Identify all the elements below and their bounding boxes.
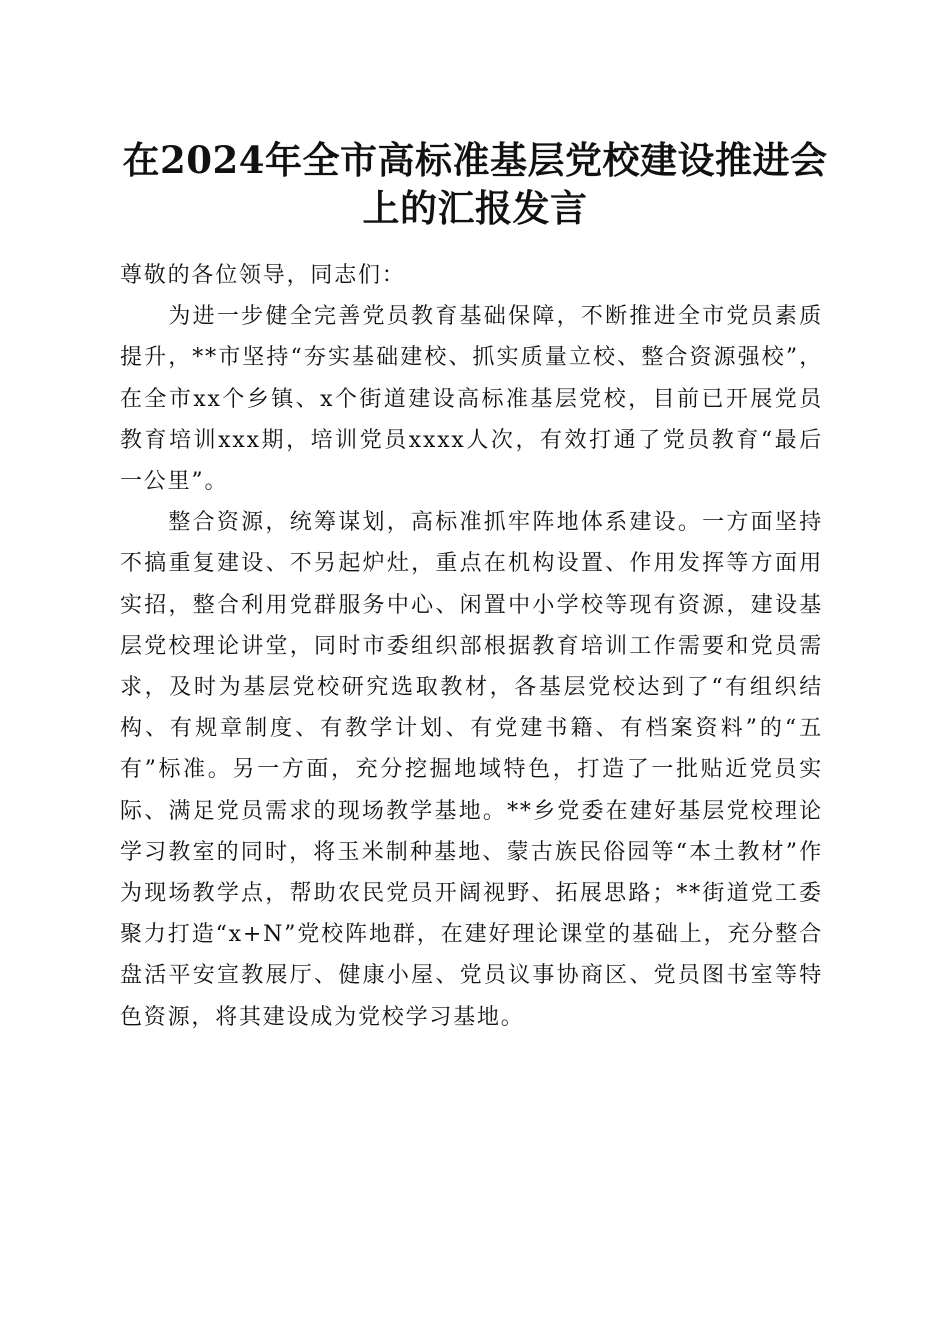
greeting: 尊敬的各位领导，同志们： [120,263,406,288]
document-title: 在2024年全市高标准基层党校建设推进会上的汇报发言 [122,138,828,230]
paragraph-intro: 为进一步健全完善党员教育基础保障，不断推进全市党员素质提升，**市坚持“夯实基础建校、抓实质量立校、整合资源强校”，在全市xx个乡镇、x个街道建设高标准基层党校，目前已开展党员教育培训xxx期，培训党员xxxx人次，有效打通了党员教育“最后一公里”。 [120,304,823,495]
document-body [120,255,823,1038]
paragraph-resources: 整合资源，统筹谋划，高标准抓牢阵地体系建设。一方面坚持不搞重复建设、不另起炉灶，重点在机构设置、作用发挥等方面用实招，整合利用党群服务中心、闲置中小学校等现有资源，建设基层党校理论讲堂，同时市委组织部根据教育培训工作需要和党员需求，及时为基层党校研究选取教材，各基层党校达到了“有组织结构、有规章制度、有教学计划、有党建书籍、有档案资料”的“五有”标准。另一方面，充分挖掘地域特色，打造了一批贴近党员实际、满足党员需求的现场教学基地。**乡党委在建好基层党校理论学习教室的同时，将玉米制种基地、蒙古族民俗园等“本土教材”作为现场教学点，帮助农民党员开阔视野、拓展思路；**街道党工委聚力打造“x+N”党校阵地群，在建好理论课堂的基础上，充分整合盘活平安宣教展厅、健康小屋、党员议事协商区、党员图书室等特色资源，将其建设成为党校学习基地。 [120,510,823,1030]
